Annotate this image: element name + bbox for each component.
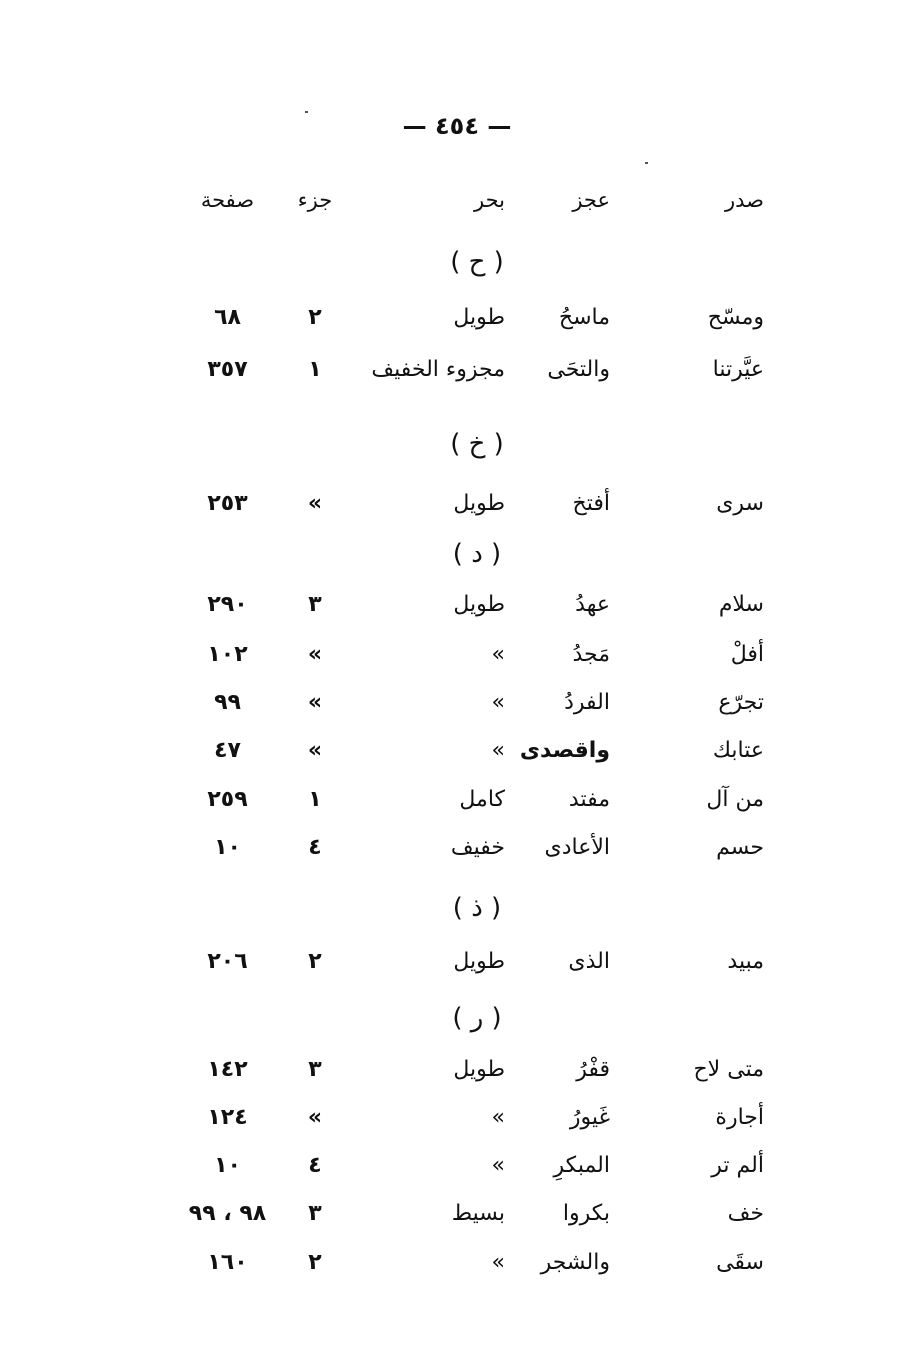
section-heading-dhal: ( ذ ) <box>452 893 502 923</box>
table-row <box>0 635 914 675</box>
cell-sadr: تجرّع <box>718 690 764 715</box>
table-row <box>0 585 914 625</box>
cell-juz: » <box>307 738 323 763</box>
cell-bahr: طويل <box>453 592 505 617</box>
cell-sadr: سقَى <box>716 1250 764 1275</box>
cell-sadr: ألم تر <box>711 1153 764 1178</box>
cell-page: ٩٨ ، ٩٩ <box>188 1201 267 1226</box>
cell-sadr: أجارة <box>715 1105 764 1130</box>
cell-bahr: بسيط <box>451 1201 505 1226</box>
cell-juz: ٤ <box>308 835 322 860</box>
cell-juz: ١ <box>308 357 322 382</box>
cell-ajz: مَجدُ <box>572 642 610 667</box>
cell-bahr: طويل <box>453 949 505 974</box>
cell-page: ٤٧ <box>214 738 241 763</box>
cell-juz: » <box>307 642 323 667</box>
ink-speck <box>645 162 648 164</box>
table-row <box>0 1050 914 1090</box>
cell-page: ٢٥٩ <box>207 787 248 812</box>
cell-page: ١٤٢ <box>207 1057 248 1082</box>
cell-page: ٩٩ <box>214 690 241 715</box>
cell-ajz: واقصدى <box>519 738 610 763</box>
cell-sadr: مبيد <box>727 949 764 974</box>
cell-bahr: كامل <box>459 787 505 812</box>
cell-ajz: والشجر <box>540 1250 610 1275</box>
cell-bahr: » <box>491 738 505 763</box>
cell-page: ٣٥٧ <box>207 357 248 382</box>
cell-ajz: الأعادى <box>544 835 610 860</box>
cell-sadr: عيَّرتنا <box>712 357 764 382</box>
cell-sadr: سرى <box>716 491 764 516</box>
table-row <box>0 828 914 868</box>
cell-bahr: طويل <box>453 1057 505 1082</box>
cell-juz: ٢ <box>308 949 322 974</box>
cell-juz: ٤ <box>308 1153 322 1178</box>
cell-ajz: بكروا <box>562 1201 610 1226</box>
cell-juz: ٢ <box>308 1250 322 1275</box>
cell-page: ١٦٠ <box>207 1250 248 1275</box>
cell-ajz: الفردُ <box>564 690 610 715</box>
section-heading-ra: ( ر ) <box>452 1003 502 1033</box>
table-row <box>0 683 914 723</box>
cell-juz: ٣ <box>308 1201 322 1226</box>
cell-juz: ١ <box>308 787 322 812</box>
table-row <box>0 780 914 820</box>
table-row <box>0 1146 914 1186</box>
cell-sadr: متى لاح <box>693 1057 764 1082</box>
cell-page: ١٢٤ <box>207 1105 248 1130</box>
table-row <box>0 484 914 524</box>
table-row <box>0 942 914 982</box>
cell-sadr: عتابك <box>712 738 764 763</box>
cell-bahr: » <box>491 1250 505 1275</box>
cell-page: ١٠ <box>214 835 241 860</box>
page-number: — ٤٥٤ — <box>402 112 512 140</box>
header-bahr: بحر <box>474 188 505 212</box>
header-sadr: صدر <box>725 188 764 212</box>
cell-ajz: قفْرُ <box>576 1057 610 1082</box>
header-page: صفحة <box>200 188 255 212</box>
cell-ajz: مفتد <box>568 787 610 812</box>
cell-sadr: أفلْ <box>730 642 764 667</box>
cell-juz: ٢ <box>308 305 322 330</box>
section-heading-dal: ( د ) <box>452 539 502 569</box>
section-heading-ha: ( ح ) <box>450 247 504 277</box>
cell-bahr: » <box>491 1105 505 1130</box>
cell-sadr: خف <box>727 1201 764 1226</box>
table-row <box>0 731 914 771</box>
cell-juz: » <box>307 491 323 516</box>
section-heading-kha: ( خ ) <box>450 429 504 459</box>
cell-juz: ٣ <box>308 1057 322 1082</box>
table-row <box>0 1194 914 1234</box>
header-ajz: عجز <box>572 188 610 212</box>
cell-bahr: » <box>491 690 505 715</box>
table-row <box>0 350 914 390</box>
header-juz: جزء <box>297 188 333 212</box>
cell-page: ٢٥٣ <box>207 491 248 516</box>
cell-ajz: غَيورُ <box>569 1105 610 1130</box>
cell-ajz: والتحَى <box>547 357 610 382</box>
table-row <box>0 1098 914 1138</box>
cell-juz: ٣ <box>308 592 322 617</box>
cell-sadr: ومسّح <box>707 305 764 330</box>
table-row <box>0 1243 914 1283</box>
cell-bahr: خفيف <box>450 835 505 860</box>
cell-bahr: طويل <box>453 491 505 516</box>
cell-sadr: سلام <box>718 592 764 617</box>
cell-bahr: طويل <box>453 305 505 330</box>
cell-bahr: مجزوء الخفيف <box>371 357 505 382</box>
cell-page: ٦٨ <box>214 305 241 330</box>
cell-ajz: ماسحُ <box>558 305 610 330</box>
cell-sadr: من آل <box>706 787 764 812</box>
cell-ajz: الذى <box>568 949 610 974</box>
cell-sadr: حسم <box>716 835 764 860</box>
column-header-row <box>0 180 914 220</box>
cell-page: ١٠٢ <box>207 642 248 667</box>
cell-bahr: » <box>491 642 505 667</box>
cell-juz: » <box>307 690 323 715</box>
cell-bahr: » <box>491 1153 505 1178</box>
cell-ajz: أفتخ <box>572 491 610 516</box>
cell-ajz: المبكرِ <box>553 1153 610 1178</box>
cell-page: ٢٩٠ <box>207 592 248 617</box>
cell-page: ١٠ <box>214 1153 241 1178</box>
cell-ajz: عهدُ <box>575 592 610 617</box>
cell-page: ٢٠٦ <box>207 949 248 974</box>
cell-juz: » <box>307 1105 323 1130</box>
table-row <box>0 298 914 338</box>
